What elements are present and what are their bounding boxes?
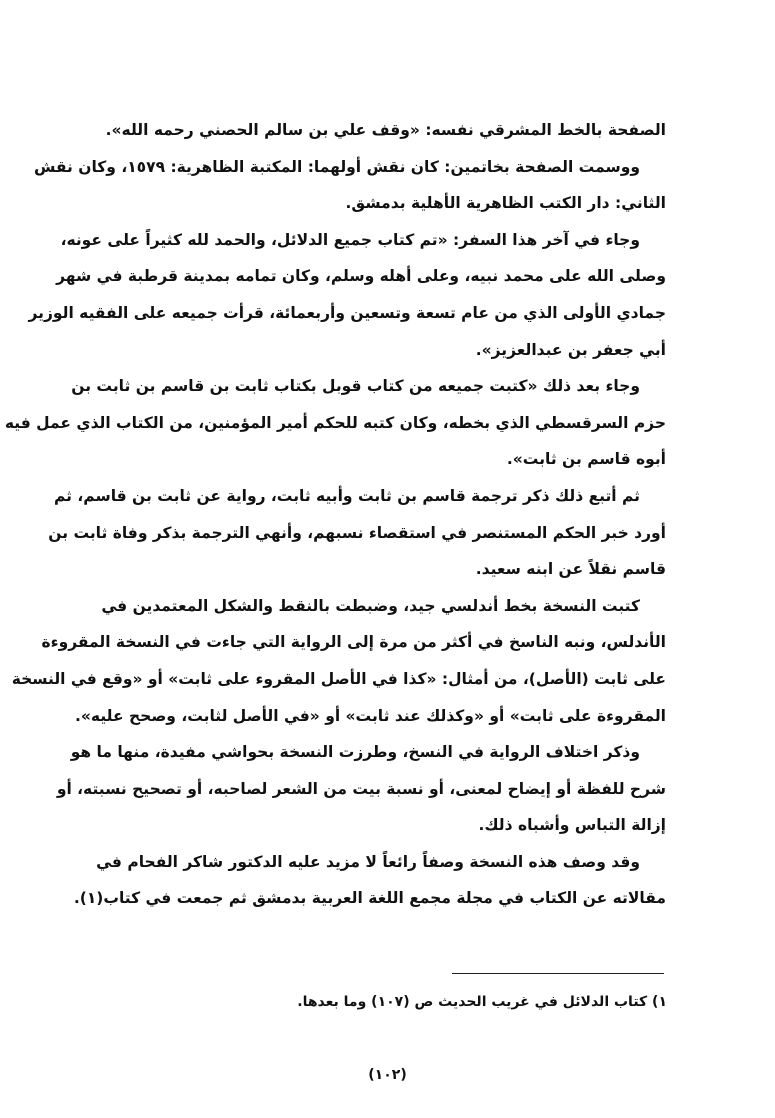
body-text <box>4 112 666 917</box>
text-line: على ثابت (الأصل)، من أمثال: «كذا في الأصل المقروء على ثابت» أو «وقع في النسخة <box>11 669 666 688</box>
text-line: أبوه قاسم بن ثابت». <box>506 450 666 469</box>
text-line: ثم أتبع ذلك ذكر ترجمة قاسم بن ثابت وأبيه ثابت، رواية عن ثابت بن قاسم، ثم <box>54 486 640 505</box>
footnote: ١) كتاب الدلائل في غريب الحديث ص (١٠٧) وما بعدها. <box>297 994 667 1010</box>
text-line: شرح للفظة أو إيضاح لمعنى، أو نسبة بيت من الشعر لصاحبه، أو تصحيح نسبته، أو <box>56 779 666 798</box>
text-line: كتبت النسخة بخط أندلسي جيد، وضبطت بالنقط والشكل المعتمدين في <box>101 596 640 615</box>
text-line: أورد خبر الحكم المستنصر في استقصاء نسبهم، وأنهي الترجمة بذكر وفاة ثابت بن <box>48 523 666 542</box>
text-line: المقروءة على ثابت» أو «وكذلك عند ثابت» أو «في الأصل لثابت، وصحح عليه». <box>75 706 666 725</box>
text-line: وقد وصف هذه النسخة وصفاً رائعاً لا مزيد عليه الدكتور شاكر الفحام في <box>96 852 640 871</box>
text-line: جمادي الأولى الذي من عام تسعة وتسعين وأربعمائة، قرأت جميعه على الفقيه الوزير <box>28 303 666 322</box>
page-number: (١٠٢) <box>368 1067 407 1083</box>
text-line: مقالاته عن الكتاب في مجلة مجمع اللغة العربية بدمشق ثم جمعت في كتاب(١). <box>73 889 666 908</box>
text-line: الثاني: دار الكتب الظاهرية الأهلية بدمشق. <box>345 194 666 213</box>
text-line: قاسم نقلاً عن ابنه سعيد. <box>475 560 666 579</box>
text-line: إزالة التباس وأشباه ذلك. <box>478 816 666 835</box>
text-line: وجاء في آخر هذا السفر: «تم كتاب جميع الدلائل، والحمد لله كثيراً على عونه، <box>60 230 640 249</box>
text-line: وصلى الله على محمد نبيه، وعلى أهله وسلم، وكان تمامه بمدينة قرطبة في شهر <box>56 267 666 286</box>
text-line: وجاء بعد ذلك «كتبت جميعه من كتاب قوبل بكتاب ثابت بن قاسم بن ثابت بن <box>71 377 640 396</box>
text-line: أبي جعفر بن عبدالعزيز». <box>475 340 666 359</box>
text-line: حزم السرقسطي الذي بخطه، وكان كتبه للحكم أمير المؤمنين، من الكتاب الذي عمل فيه <box>4 413 666 432</box>
text-line: الأندلس، ونبه الناسخ في أكثر من مرة إلى الرواية التي جاءت في النسخة المقروءة <box>41 633 666 652</box>
footnote-divider <box>452 973 664 974</box>
text-line: الصفحة بالخط المشرقي نفسه: «وقف علي بن سالم الحصني رحمه الله». <box>105 121 666 139</box>
text-line: ووسمت الصفحة بخاتمين: كان نقش أولهما: المكتبة الظاهرية: ١٥٧٩، وكان نقش <box>33 157 640 176</box>
text-line: وذكر اختلاف الرواية في النسخ، وطرزت النسخة بحواشي مفيدة، منها ما هو <box>70 743 640 762</box>
